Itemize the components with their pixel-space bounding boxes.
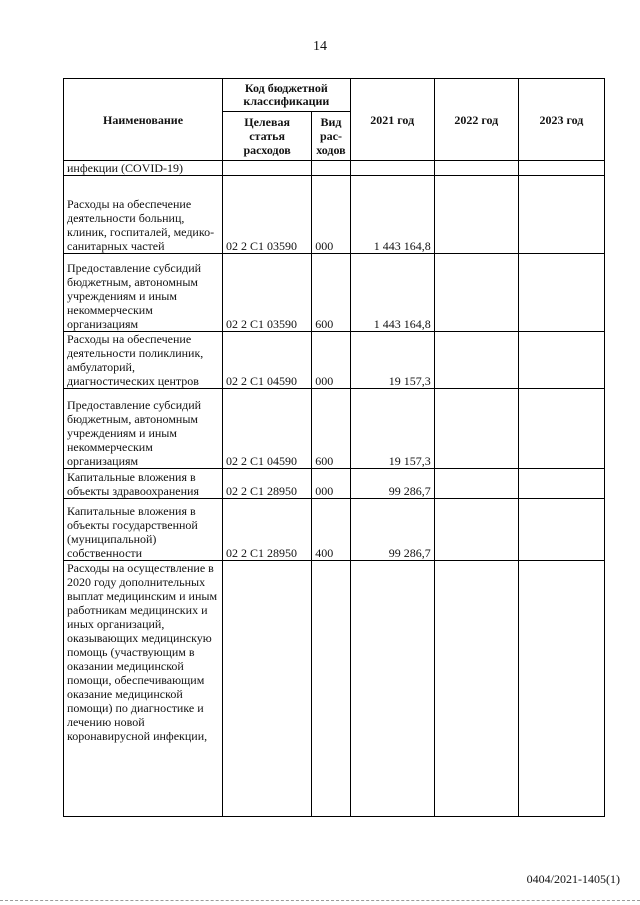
row-2023 (518, 561, 604, 817)
row-type: 400 (312, 499, 351, 561)
header-target-article: Целевая статья расходов (223, 112, 312, 161)
row-2023 (518, 254, 604, 332)
table-row (64, 561, 605, 817)
row-target: 02 2 C1 03590 (223, 254, 312, 332)
row-2021: 19 157,3 (350, 389, 434, 469)
table-row (64, 332, 605, 389)
row-2023 (518, 332, 604, 389)
row-2022 (434, 499, 518, 561)
row-2022 (434, 161, 518, 176)
row-2022 (434, 389, 518, 469)
row-type (312, 561, 351, 817)
row-target: 02 2 C1 03590 (223, 176, 312, 254)
row-2021: 1 443 164,8 (350, 254, 434, 332)
row-target: 02 2 C1 04590 (223, 332, 312, 389)
row-2021 (350, 561, 434, 817)
row-2022 (434, 332, 518, 389)
table-row (64, 389, 605, 469)
row-2022 (434, 176, 518, 254)
header-year-2023: 2023 год (518, 79, 604, 161)
row-type: 600 (312, 254, 351, 332)
budget-table (63, 78, 605, 817)
document-code: 0404/2021-1405(1) (526, 872, 620, 886)
row-2021: 99 286,7 (350, 469, 434, 499)
row-2023 (518, 469, 604, 499)
row-name: Расходы на обеспечение деятельности больниц, клиник, госпиталей, медико-санитарных частей (64, 176, 223, 254)
table-row (64, 161, 605, 176)
row-target (223, 561, 312, 817)
row-2022 (434, 254, 518, 332)
header-name: Наименование (64, 79, 223, 161)
row-type (312, 161, 351, 176)
page-bottom-divider (0, 900, 640, 902)
header-year-2022: 2022 год (434, 79, 518, 161)
row-target: 02 2 C1 28950 (223, 469, 312, 499)
row-type: 000 (312, 332, 351, 389)
row-2022 (434, 469, 518, 499)
row-2021: 1 443 164,8 (350, 176, 434, 254)
header-expense-type: Вид рас-ходов (312, 112, 351, 161)
row-2021 (350, 161, 434, 176)
row-2021: 99 286,7 (350, 499, 434, 561)
row-name: Предоставление субсидий бюджетным, автономным учреждениям и иным некоммерческим организациям (64, 254, 223, 332)
row-type: 000 (312, 469, 351, 499)
page-number: 14 (313, 39, 327, 54)
row-name: инфекции (COVID-19) (64, 161, 223, 176)
table-row (64, 254, 605, 332)
row-2021: 19 157,3 (350, 332, 434, 389)
row-2022 (434, 561, 518, 817)
row-target: 02 2 C1 04590 (223, 389, 312, 469)
row-name: Капитальные вложения в объекты здравоохранения (64, 469, 223, 499)
row-name: Расходы на осуществление в 2020 году дополнительных выплат медицинским и иным работникам медицинских и иных организаций, оказывающих медицинскую помощь (участвующим в оказании медицинской помощи, обеспечивающим оказание медицинской помощи) по диагностике и лечению новой коронавирусной инфекции, (64, 561, 223, 817)
header-year-2021: 2021 год (350, 79, 434, 161)
row-type: 000 (312, 176, 351, 254)
row-2023 (518, 499, 604, 561)
row-target: 02 2 C1 28950 (223, 499, 312, 561)
header-code-group: Код бюджетной классификации (223, 79, 351, 112)
row-type: 600 (312, 389, 351, 469)
row-2023 (518, 389, 604, 469)
row-2023 (518, 176, 604, 254)
table-row (64, 499, 605, 561)
table-row (64, 469, 605, 499)
table-row (64, 176, 605, 254)
row-name: Расходы на обеспечение деятельности поликлиник, амбулаторий, диагностических центров (64, 332, 223, 389)
row-name: Предоставление субсидий бюджетным, автономным учреждениям и иным некоммерческим организациям (64, 389, 223, 469)
row-target (223, 161, 312, 176)
row-name: Капитальные вложения в объекты государственной (муниципальной) собственности (64, 499, 223, 561)
row-2023 (518, 161, 604, 176)
